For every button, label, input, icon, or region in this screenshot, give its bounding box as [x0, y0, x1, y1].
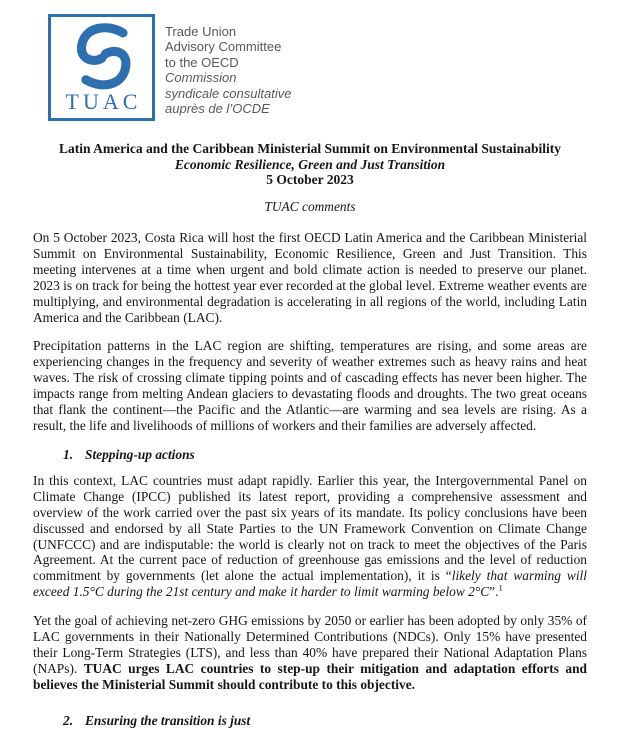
tuac-logo: [48, 14, 155, 121]
section-2-label: Ensuring the transition is just: [85, 712, 251, 728]
paragraph-4: Yet the goal of achieving net-zero GHG emissions by 2050 or earlier has been adopted by only 35% of LAC governments in their Nationally Determined Contributions (NDCs). Only 15% have presented their Long-Term Strategies (LTS), and less than 40% have prepared their National Adaptation Plans (NAPs). TUAC urges LAC countries to step-up their mitigation and adaptation efforts and believes the Ministerial Summit should contribute to this objective.: [33, 613, 587, 692]
section-heading-2-partial: [63, 713, 587, 729]
org-line-fr-1: Commission: [165, 70, 237, 86]
paragraph-3: In this context, LAC countries must adapt rapidly. Earlier this year, the Intergovernmental Panel on Climate Change (IPCC) published its latest report, providing a comprehensive assessment and overview of the work carried over the past six years of its mandate. Its policy conclusions have been discussed and endorsed by all State Parties to the UN Framework Convention on Climate Change (UNFCCC) and are indisputable: the world is clearly not on track to meet the objectives of the Paris Agreement. At the current pace of reduction of greenhouse gas emissions and the level of reduction commitment by governments (let alone the actual implementation), it is “likely that warming will exceed 1.5°C during the 21st century and make it harder to limit warming below 2°C”.$^1$: [33, 472, 587, 600]
org-line-en-1: Trade Union: [165, 24, 237, 39]
org-line-fr-2: syndicale consultative: [165, 85, 292, 101]
paragraph-1: On 5 October 2023, Costa Rica will host the first OECD Latin America and the Caribbean Ministerial Summit on Environmental Sustainability, Economic Resilience, Green and Just Transition. This meeting intervenes at a time when urgent and bold climate action is needed to preserve our planet. 2023 is on track for being the hottest year ever recorded at the global level. Extreme weather events are multiplying, and environmental degradation is accelerating in all regions of the world, including Latin America and the Caribbean (LAC).: [33, 230, 587, 325]
org-name-block: [165, 14, 291, 121]
section-2-number: 2.: [63, 712, 74, 728]
title-line-1: Latin America and the Caribbean Ministerial Summit on Environmental Sustainability: [59, 141, 561, 156]
comments-label: TUAC comments: [264, 199, 356, 214]
brush-s-swirl-icon: [67, 21, 137, 91]
document-title: [33, 141, 587, 188]
org-line-en-3: to the OECD: [165, 54, 239, 70]
section-1-number: 1.: [63, 446, 74, 462]
tuac-logo-lockup: [48, 14, 291, 121]
paragraph-2: Precipitation patterns in the LAC region are shifting, temperatures are rising, and some areas are experiencing changes in the frequency and severity of weather extremes such as heavy rains and heat waves. The risk of crossing climate tipping points and of cascading effects has never been higher. The impacts range from melting Andean glaciers to devastating floods and droughts. The two great oceans that flank the continent—the Pacific and the Atlantic—are warming and sea levels are rising. As a result, the life and livelihoods of millions of workers and their families are adversely affected.: [33, 338, 587, 433]
org-line-en-2: Advisory Committee: [165, 39, 282, 55]
section-heading-1: [63, 447, 587, 463]
org-line-fr-3: auprès de l’OCDE: [165, 101, 270, 117]
tuac-wordmark: TUAC: [65, 89, 142, 114]
document-body: [33, 230, 587, 739]
section-1-label: Stepping-up actions: [85, 446, 195, 462]
title-date: 5 October 2023: [266, 172, 354, 188]
title-line-2: Economic Resilience, Green and Just Transition: [174, 156, 446, 172]
